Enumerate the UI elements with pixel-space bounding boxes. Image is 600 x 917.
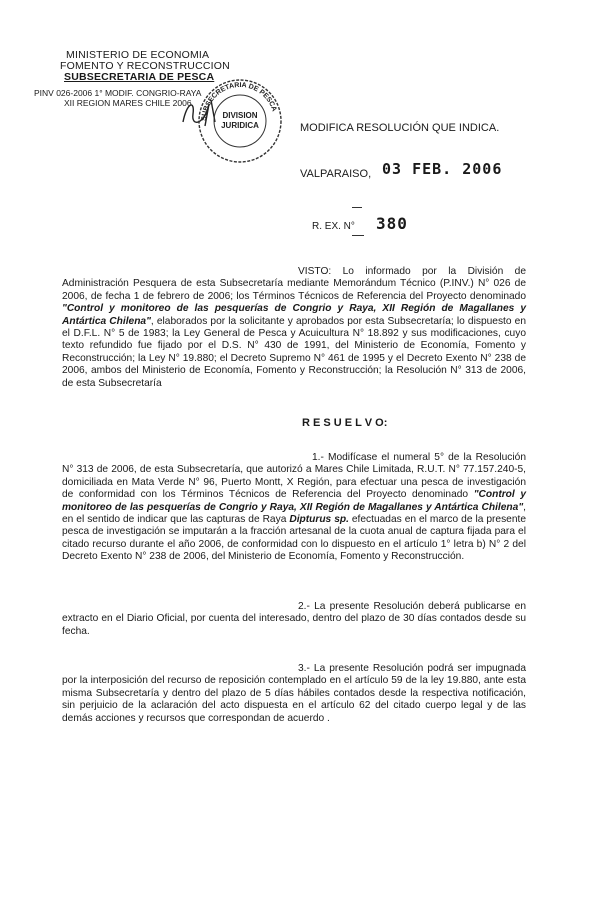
item-3-text: La presente Resolución podrá ser impugnada por la interposición del recurso de reposición contemplado en el artículo 59 de la ley 19.880, ante esta misma Subsecretaría y dentro del plazo de 5 días hábiles contados desde la respectiva notificación, sin perjuicio de la aclaración del acto dispuesta en el artículo 62 del citado cuerpo legal y de las demás acciones y recursos que correspondan de acuerdo .: [62, 663, 526, 724]
item-3-number: 3.-: [298, 663, 310, 674]
place-label: VALPARAISO,: [300, 168, 372, 180]
resolution-item-3: [62, 663, 526, 725]
reference-line-1: PINV 026-2006 1° MODIF. CONGRIO-RAYA: [34, 88, 202, 98]
resolution-number-dash: [352, 207, 362, 208]
resolution-item-2: [62, 601, 526, 638]
stamp-ring-text: SUBSECRETARIA DE PESCA: [200, 81, 278, 122]
visto-text-1: Lo informado por la División de Administración Pesquera de esta Subsecretaría mediante Memorándum Técnico (P.INV.) N° 026 de 2006, de fecha 1 de febrero de 2006; los Términos Técnicos de Referencia del Proyecto denominado: [62, 266, 526, 302]
resolution-label: R. EX. N°: [312, 221, 355, 232]
item-2-number: 2.-: [298, 601, 310, 612]
item-1-text-2: , en el sentido de indicar que las capturas de Raya: [62, 501, 526, 526]
item-2-text: La presente Resolución deberá publicarse en extracto en el Diario Oficial, por cuenta del interesado, dentro del plazo de 30 días contados desde su fecha.: [62, 601, 526, 637]
item-1-text-1: Modifícase el numeral 5° de la Resolución N° 313 de 2006, de esta Subsecretaría, que autorizó a Mares Chile Limitada, R.U.T. N° 77.157.240-5, domiciliada en Mata Verde N° 96, Puerto Montt, X Región, para efectuar una pesca de investigación de conformidad con los Términos Técnicos de Referencia del Proyecto denominado: [62, 452, 526, 501]
stamp-center-line-2: JURIDICA: [221, 121, 259, 130]
stamp-center-line-1: DIVISION: [222, 111, 258, 120]
visto-label: VISTO:: [298, 266, 332, 277]
resolution-item-1: [62, 452, 526, 564]
item-1-number: 1.-: [312, 452, 324, 463]
visto-paragraph: [62, 266, 526, 390]
subject-line: MODIFICA RESOLUCIÓN QUE INDICA.: [300, 122, 500, 134]
visto-text-2: , elaborados por la solicitante y aprobados por esta Subsecretaría; lo dispuesto en el D.F.L. N° 5 de 1983; la Ley General de Pesca y Acuicultura N° 18.892 y sus modificaciones, cuyo texto refundido fue fijado por el D.S. N° 430 de 1991, del Ministerio de Economía, Fomento y Reconstrucción; la Ley N° 19.880; el Decreto Supremo N° 461 de 1995 y el Decreto Exento N° 238 de 2006, ambos del Ministerio de Economía, Fomento y Reconstrucción; la Resolución N° 313 de 2006, de esta Subsecretaría: [62, 315, 526, 389]
resuelvo-heading: R E S U E L V O:: [302, 417, 388, 429]
division-juridica-stamp: [195, 76, 285, 166]
ministry-line-2: FOMENTO Y RECONSTRUCCION: [60, 60, 230, 72]
reference-line-2: XII REGION MARES CHILE 2006: [64, 98, 192, 108]
item-1-text-3: efectuadas en el marco de la presente pesca de investigación se imputarán a la fracción artesanal de la cuota anual de captura fijada para el citado recurso durante el año 2006, de conformidad con lo dispuesto en el artículo 1° letra b) N° 2 del Decreto Exento N° 238 de 2006, del Ministerio de Economía, Fomento y Reconstrucción.: [62, 514, 527, 563]
item-1-project-title: "Control y monitoreo de las pesquerías de Congrio y Raya, XII Región de Magallanes y Antártica Chilena": [62, 489, 526, 513]
ministry-line-1: MINISTERIO DE ECONOMIA: [66, 49, 210, 61]
item-1-species: Dipturus sp.: [289, 514, 349, 526]
resolution-number: 380: [376, 214, 408, 233]
subsecretaria-line: SUBSECRETARIA DE PESCA: [64, 71, 215, 83]
visto-project-title: "Control y monitoreo de las pesquerías de Congrio y Raya, XII Región de Magallanes y Antártica Chilena": [62, 303, 526, 327]
date-stamp: 03 FEB. 2006: [382, 160, 503, 178]
resolution-number-underline: [352, 235, 364, 236]
